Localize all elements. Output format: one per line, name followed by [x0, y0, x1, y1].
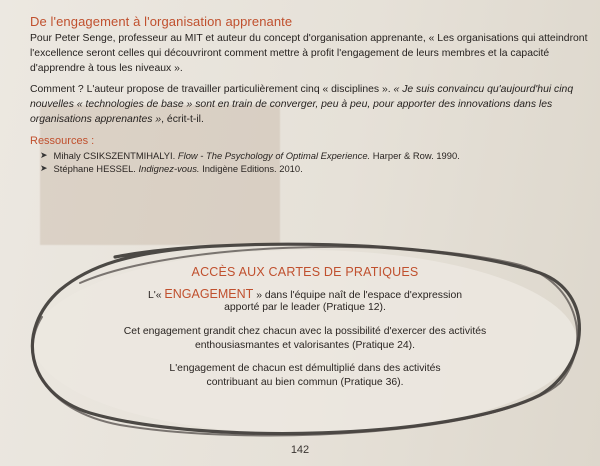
intro-paragraph: Pour Peter Senge, professeur au MIT et auteur du concept d'organisation apprenante, « Les organisations qui atteindront l'excellence seront celles qui découvriront comment mettre à profit l'engagement de leurs membres et la capacité d'apprendre à tous les niveaux ». — [30, 33, 588, 74]
engagement-keyword: ENGAGEMENT — [164, 287, 254, 301]
practice-line-6: contribuant au bien commun (Pratique 36). — [206, 377, 404, 388]
resource-text — [54, 149, 460, 162]
practice-cards-callout — [20, 235, 590, 445]
quote-tail: , écrit-t-il. — [161, 114, 204, 125]
practice-line-5: L'engagement de chacun est démultiplié dans des activités — [169, 363, 441, 374]
line-suffix: » dans l'équipe naît de l'espace d'expression — [253, 290, 463, 301]
resources-title: Ressources : — [30, 135, 95, 147]
resource-author: Stéphane HESSEL. — [53, 163, 136, 174]
access-title: ACCÈS AUX CARTES DE PRATIQUES — [191, 265, 419, 279]
main-content — [30, 14, 590, 175]
section-title: De l'engagement à l'organisation apprenante — [30, 14, 293, 29]
resource-item — [40, 162, 590, 175]
quote-text: « Je suis convaincu qu'aujourd'hui cinq nouvelles « technologies de base » sont en train de converger, peu à peu, pour apporter des innovations dans les organisations apprenantes » — [30, 84, 574, 125]
quote-lead: Comment ? L'auteur propose de travailler particulièrement cinq « disciplines ». — [30, 84, 394, 95]
practice-line-4: enthousiasmantes et valorisantes (Pratique 24). — [194, 340, 416, 351]
resource-work: Flow - The Psychology of Optimal Experience. — [177, 150, 371, 161]
resource-work: Indignez-vous. — [138, 163, 200, 174]
resource-text — [54, 162, 303, 175]
quote-paragraph — [30, 82, 590, 127]
arrow-bullet-icon: ➤ — [40, 163, 48, 173]
line-prefix: L'« — [147, 290, 165, 301]
page-number: 142 — [290, 444, 310, 456]
arrow-bullet-icon: ➤ — [40, 150, 48, 160]
practice-line-2: apporté par le leader (Pratique 12). — [224, 302, 386, 313]
resource-author: Mihaly CSIKSZENTMIHALYI. — [53, 150, 176, 161]
resource-publisher: Harper & Row. 1990. — [372, 150, 460, 161]
practice-line-3: Cet engagement grandit chez chacun avec la possibilité d'exercer des activités — [123, 326, 487, 337]
resource-publisher: Indigène Editions. 2010. — [202, 163, 303, 174]
resource-item — [40, 149, 590, 162]
resources-list — [30, 149, 590, 175]
